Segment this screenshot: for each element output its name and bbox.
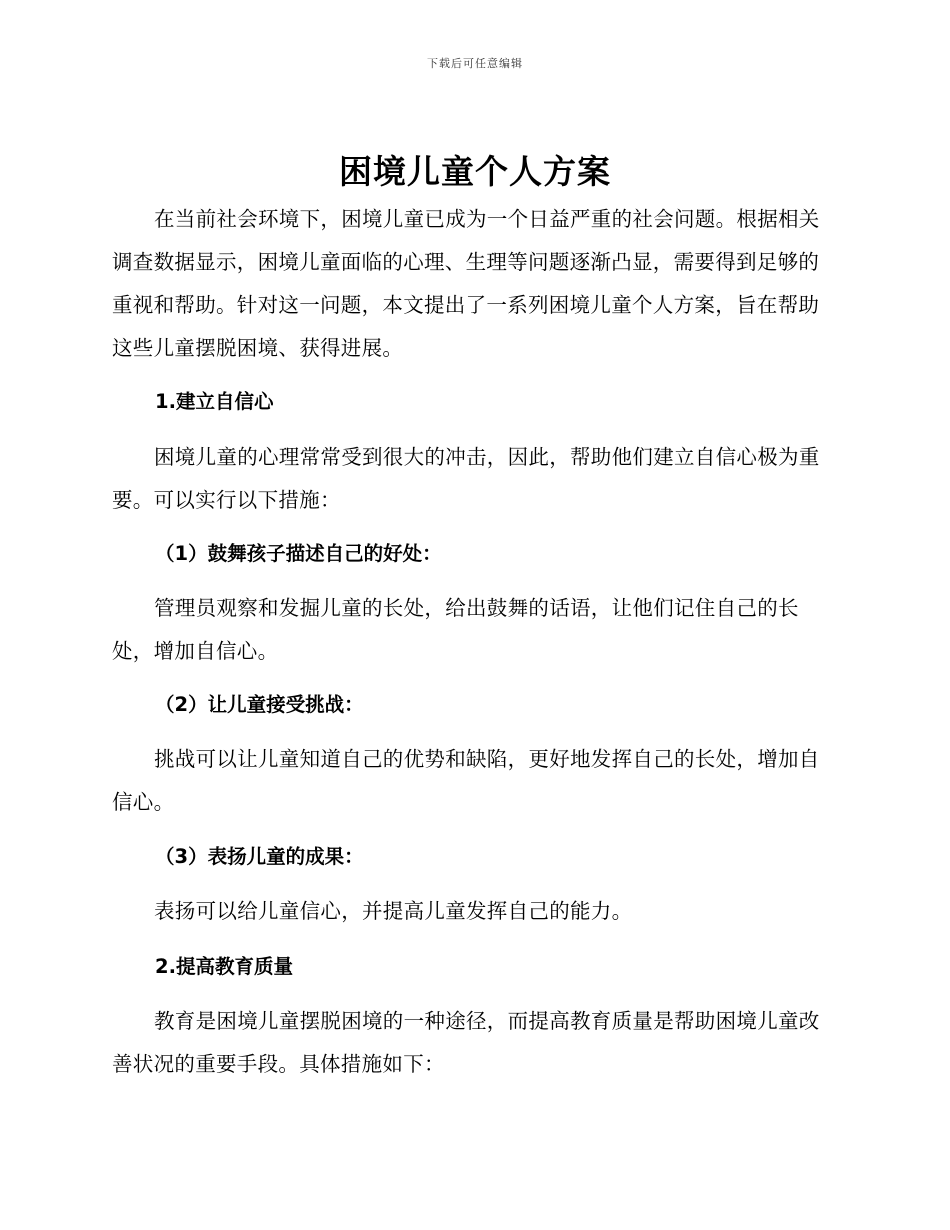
- intro-paragraph: 在当前社会环境下，困境儿童已成为一个日益严重的社会问题。根据相关调查数据显示，困境儿童面临的心理、生理等问题逐渐凸显，需要得到足够的重视和帮助。针对这一问题，本文提出了一系列困境儿童个人方案，旨在帮助这些儿童摆脱困境、获得进展。: [112, 207, 820, 360]
- section-heading-education: 2.提高教育质量: [155, 955, 293, 978]
- subsection3-paragraph: 表扬可以给儿童信心，并提高儿童发挥自己的能力。: [154, 899, 633, 923]
- page-header-note: 下载后可任意编辑: [427, 57, 523, 70]
- subsection-heading-achievements: （3）表扬儿童的成果：: [155, 845, 364, 868]
- subsection-heading-praise-strengths: （1）鼓舞孩子描述自己的好处：: [155, 542, 442, 565]
- document-title: 困境儿童个人方案: [339, 152, 611, 191]
- section-heading-confidence: 1.建立自信心: [155, 390, 274, 413]
- section2-paragraph: 教育是困境儿童摆脱困境的一种途径，而提高教育质量是帮助困境儿童改善状况的重要手段。具体措施如下：: [112, 1009, 820, 1076]
- section1-paragraph: 困境儿童的心理常常受到很大的冲击，因此，帮助他们建立自信心极为重要。可以实行以下措施：: [112, 445, 820, 512]
- subsection1-paragraph: 管理员观察和发掘儿童的长处，给出鼓舞的话语，让他们记住自己的长处，增加自信心。: [112, 596, 799, 663]
- subsection-heading-challenges: （2）让儿童接受挑战：: [155, 693, 364, 716]
- subsection2-paragraph: 挑战可以让儿童知道自己的优势和缺陷，更好地发挥自己的长处，增加自信心。: [112, 747, 820, 814]
